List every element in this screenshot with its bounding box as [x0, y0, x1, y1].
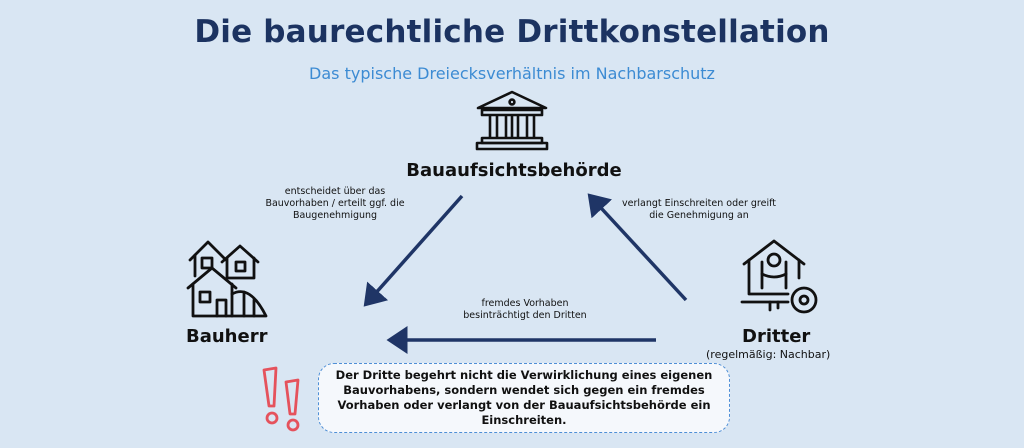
person-in-house-with-key-icon: [740, 238, 824, 320]
node-authority-label: Bauaufsichtsbehörde: [406, 160, 622, 181]
government-building-icon: [474, 88, 550, 152]
note-box: [318, 363, 730, 433]
node-dritter-label: Dritter: [742, 326, 811, 347]
edge-label-dritter-to-bauherr: fremdes Vorhaben besinträchtigt den Dritten: [463, 298, 587, 321]
edge-label-authority-to-bauherr: entscheidet über das Bauvorhaben / erteilt ggf. die Baugenehmigung: [265, 186, 405, 221]
node-bauherr-label: Bauherr: [186, 326, 268, 347]
double-exclamation-icon: [260, 362, 308, 432]
note-text: Der Dritte begehrt nicht die Verwirklichung eines eigenen Bauvorhabens, sondern wendet sich gegen ein fremdes Vorhaben oder verlangt von der Bauaufsichtsbehörde ein Einschreiten.: [335, 368, 713, 427]
page-subtitle: Das typische Dreiecksverhältnis im Nachbarschutz: [309, 64, 715, 83]
houses-icon: [186, 236, 272, 322]
node-dritter-sublabel: (regelmäßig: Nachbar): [706, 348, 831, 361]
edge-label-dritter-to-authority: verlangt Einschreiten oder greift die Genehmigung an: [621, 198, 776, 221]
page-title: Die baurechtliche Drittkonstellation: [194, 14, 830, 50]
